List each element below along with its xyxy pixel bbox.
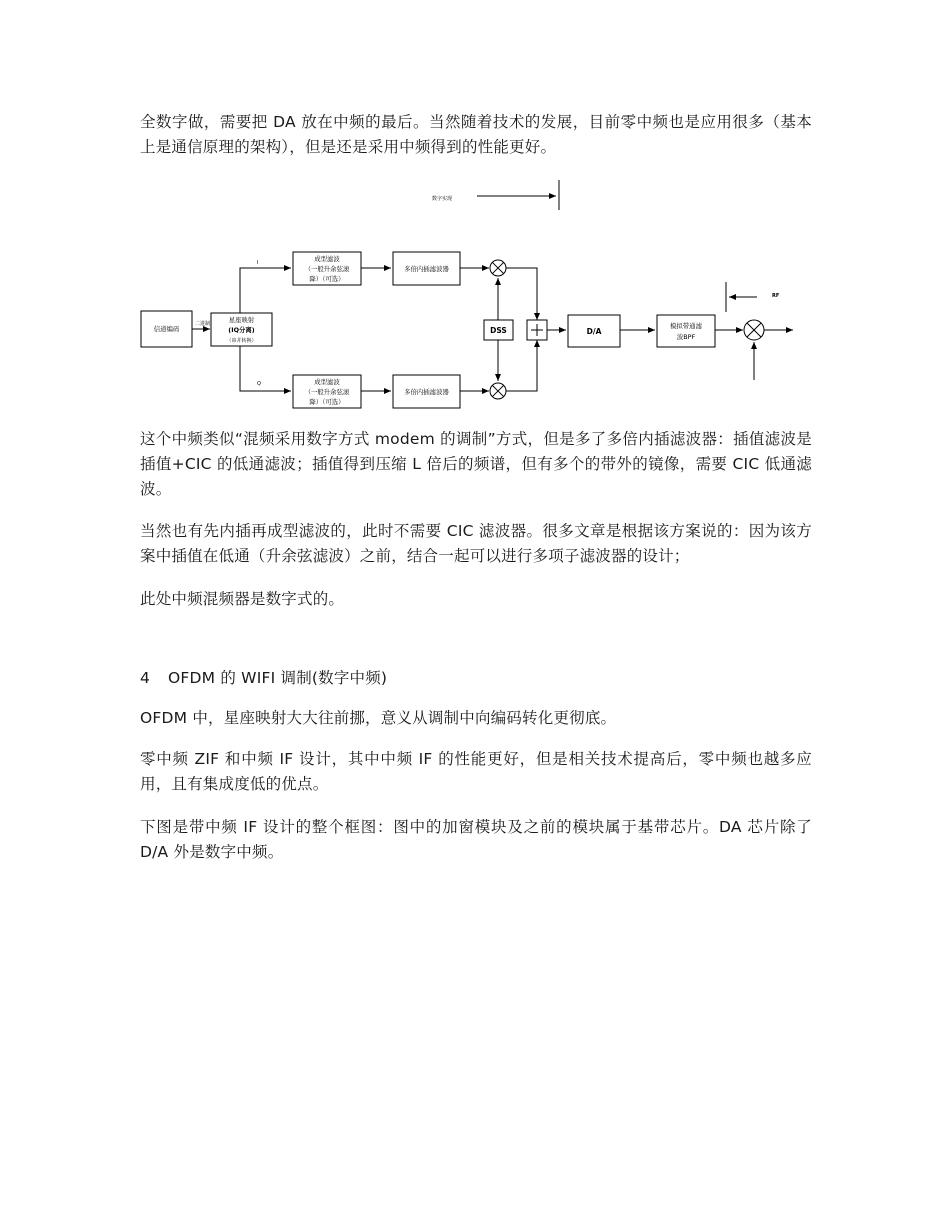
section-title: OFDM 的 WIFI 调制(数字中频)	[168, 669, 388, 687]
shaping-i-line3: 降）（可选）	[309, 275, 345, 283]
da-label: D/A	[586, 327, 602, 336]
digital-implementation-label: 数字实现	[432, 196, 453, 202]
binary-label: 二进制	[195, 321, 211, 327]
rf-label: RF	[772, 293, 780, 299]
bpf-label-line1: 模拟带通滤	[670, 322, 702, 330]
mixer-q-to-adder-line	[506, 340, 537, 391]
shaping-q-line3: 降）（可选）	[309, 398, 345, 406]
paragraph-block-diagram: 下图是带中频 IF 设计的整个框图：图中的加窗模块及之前的模块属于基带芯片。DA 芯片除了 D/A 外是数字中频。	[140, 818, 812, 861]
mapper-label-line2: (IQ分离)	[228, 326, 255, 334]
mixer-i-icon	[490, 260, 506, 276]
q-label: Q	[257, 381, 261, 387]
paragraph-intro: 全数字做，需要把 DA 放在中频的最后。当然随着技术的发展，目前零中频也是应用很多（基本上是通信原理的架构），但是还是采用中频得到的性能更好。	[140, 113, 812, 156]
bpf-block	[657, 315, 715, 347]
interp-filter-i-label: 多倍内插滤波器	[404, 265, 449, 273]
mixer-i-to-adder-line	[506, 268, 537, 320]
paragraph-digital-mixer: 此处中频混频器是数字式的。	[140, 590, 345, 608]
section-number: 4	[140, 669, 151, 687]
adder-icon	[527, 320, 547, 340]
paragraph-interp-desc: 当然也有先内插再成型滤波的，此时不需要 CIC 滤波器。很多文章是根据该方案说的：因为该方案中插值在低通（升余弦滤波）之前，结合一起可以进行多项子滤波器的设计；	[140, 522, 812, 565]
bpf-label-line2: 波BPF	[676, 333, 696, 341]
i-label: I	[257, 260, 259, 266]
paragraph-ofdm: OFDM 中，星座映射大大往前挪，意义从调制中向编码转化更彻底。	[140, 709, 617, 727]
shaping-q-line1: 成型滤波	[314, 378, 340, 386]
rf-mixer-icon	[744, 320, 764, 340]
dss-label: DSS	[490, 326, 507, 335]
section-heading	[140, 666, 812, 691]
paragraph-mixer-desc: 这个中频类似“混频采用数字方式 modem 的调制”方式，但是多了多倍内插滤波器：插值滤波是插值+CIC 的低通滤波；插值得到压缩 L 倍后的频谱，但有多个的带外的镜像，需要 CIC 低通滤波。	[140, 430, 812, 498]
mapper-label-line3: （串并转换）	[226, 338, 257, 344]
i-branch-line	[240, 268, 291, 313]
q-branch-line	[240, 346, 291, 391]
shaping-q-line2: （一般升余弦滚	[304, 388, 350, 396]
shaping-i-line2: （一般升余弦滚	[304, 265, 350, 273]
mixer-q-icon	[490, 383, 506, 399]
channel-coding-label: 信道编码	[153, 325, 180, 333]
paragraph-zif: 零中频 ZIF 和中频 IF 设计，其中中频 IF 的性能更好，但是相关技术提高后，零中频也越多应用，且有集成度低的优点。	[140, 750, 812, 793]
shaping-i-line1: 成型滤波	[314, 255, 340, 263]
mapper-label-line1: 星座映射	[228, 316, 255, 324]
interp-filter-q-label: 多倍内插滤波器	[404, 388, 449, 396]
